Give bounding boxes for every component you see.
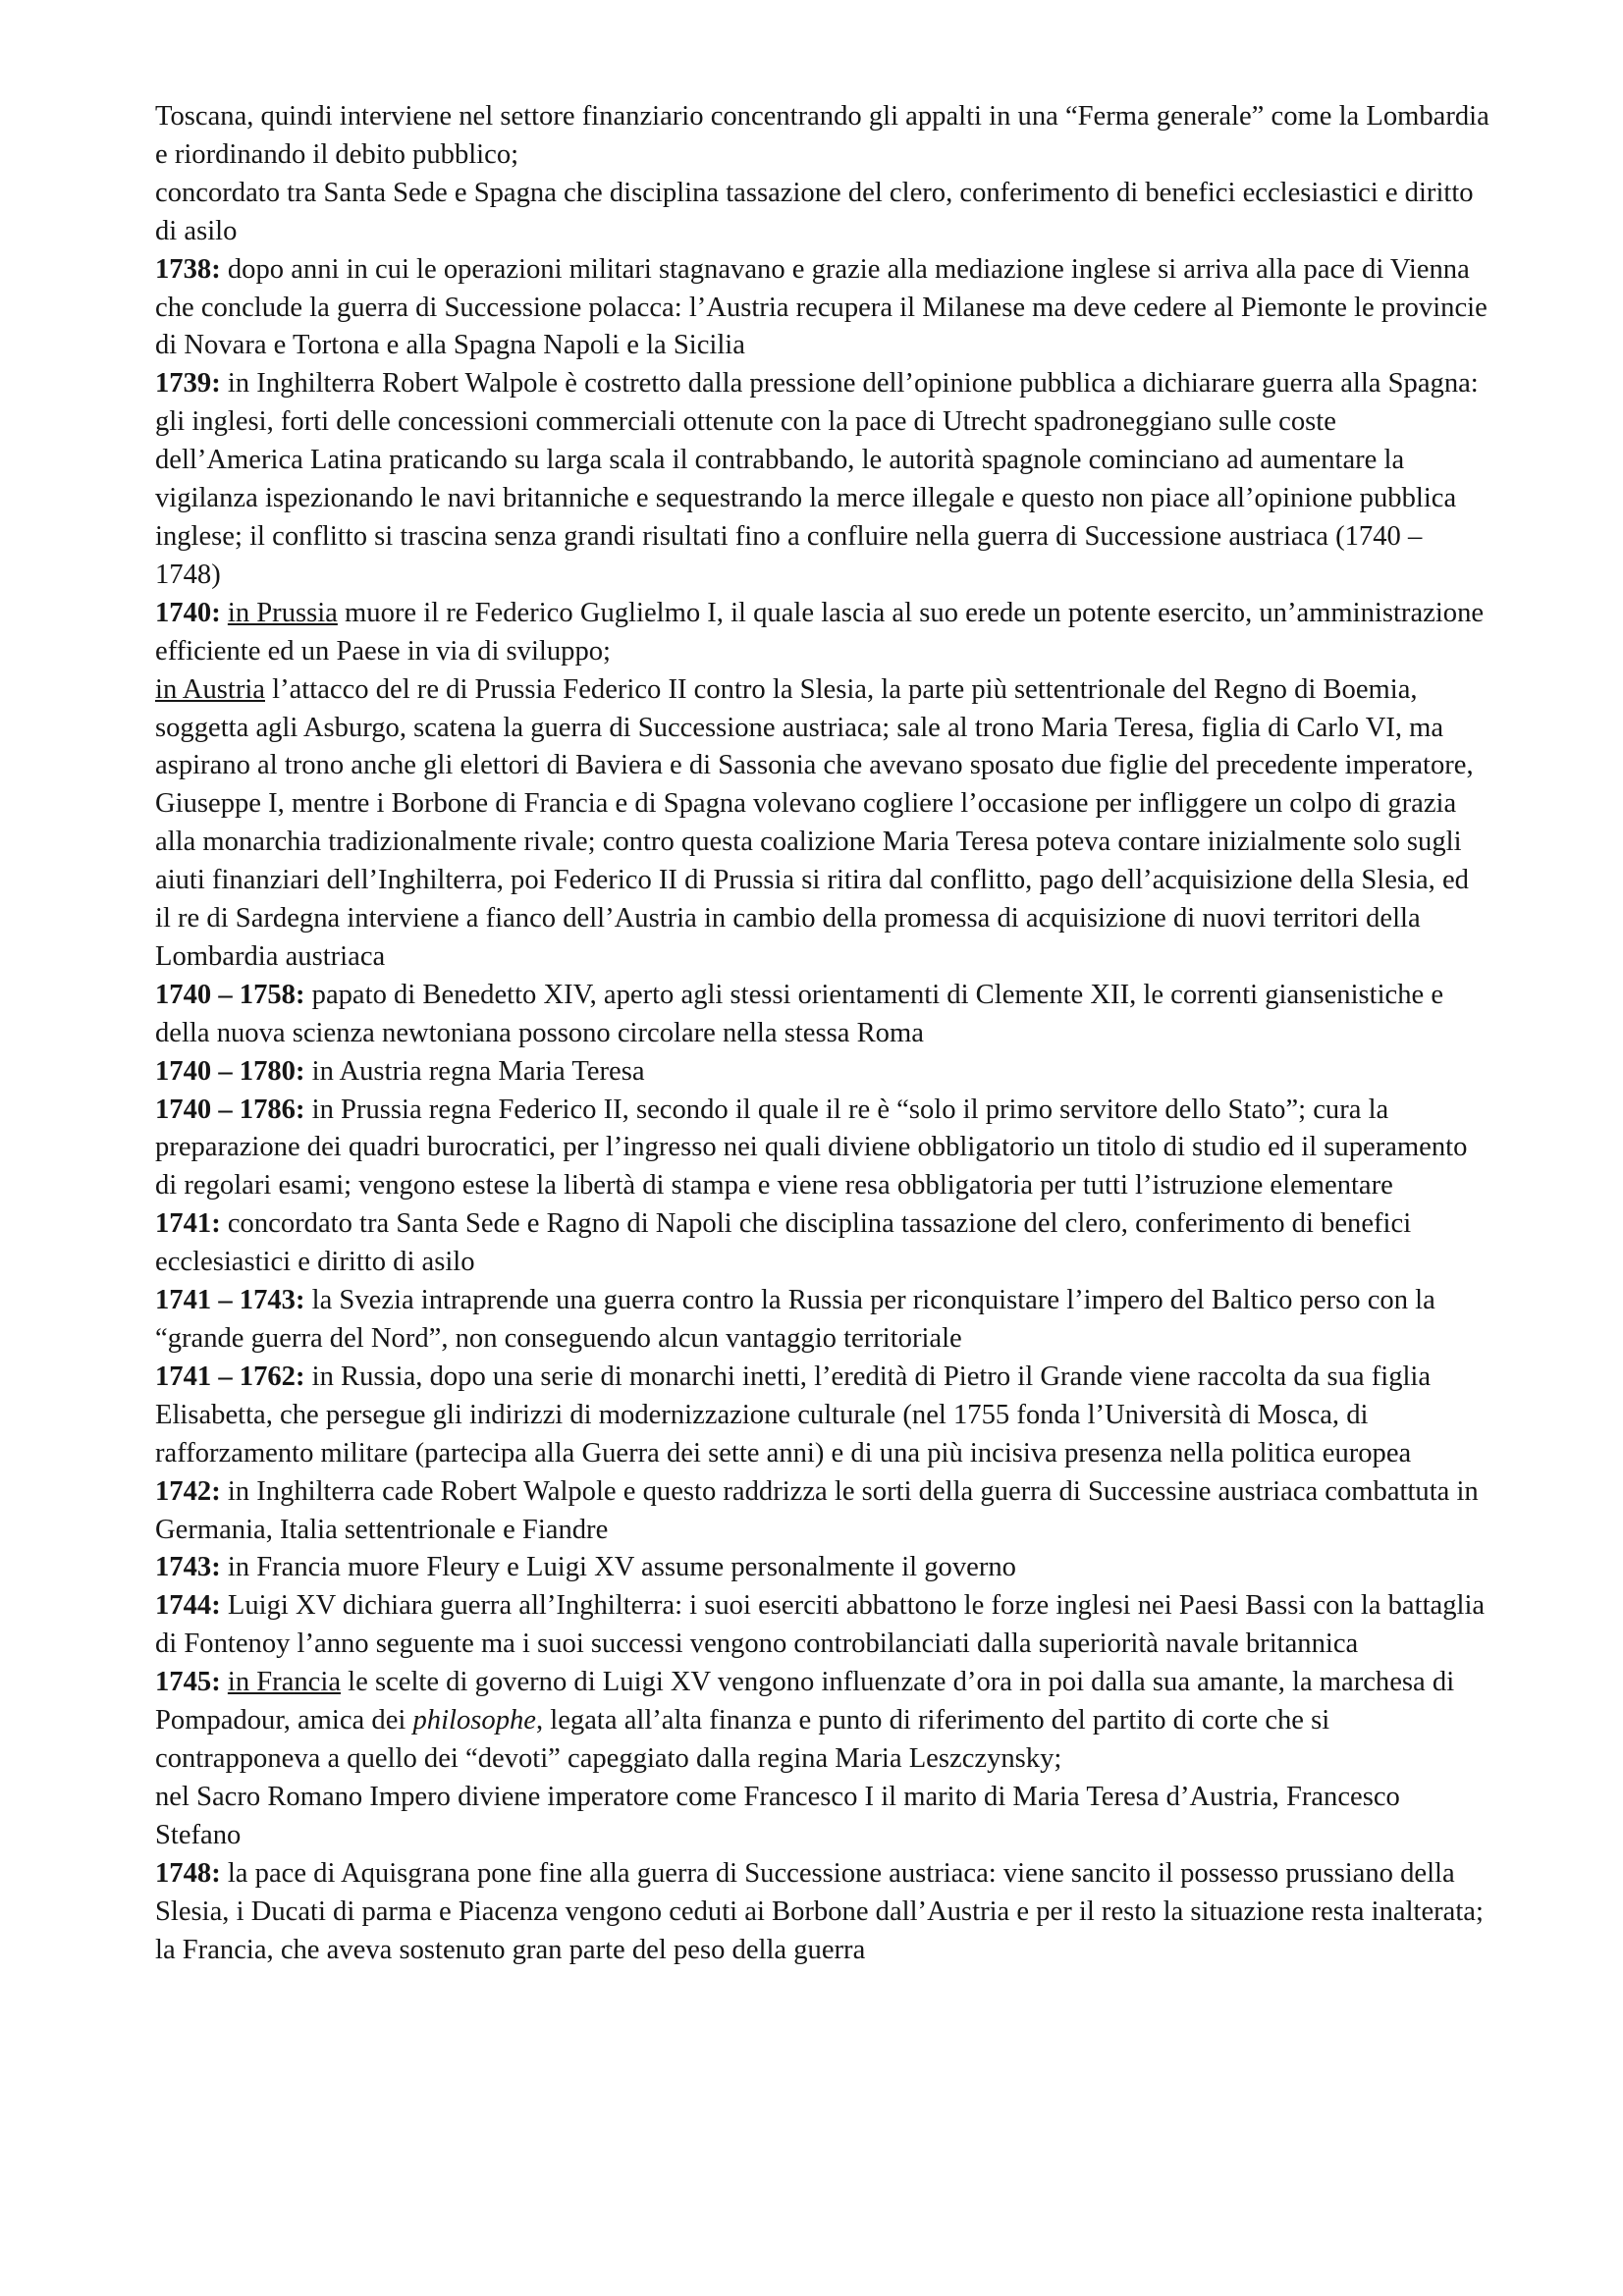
timeline-entry [155, 1092, 1490, 1206]
timeline-entry [155, 251, 1490, 366]
entry-text: in Austria regna Maria Teresa [304, 1055, 645, 1087]
entry-year: 1744: [155, 1590, 221, 1622]
entry-text: in Inghilterra Robert Walpole è costretto dalla pressione dell’opinione pubblica a dichiarare guerra alla Spagna: gli inglesi, forti delle concessioni commerciali ottenute con la pace di Utrecht spadroneggiano sulle coste dell’America Latina praticando su larga scala il contrabbando, le autorità spagnole cominciano ad aumentare la vigilanza ispezionando le navi britanniche e sequestrando la merce illegale e questo non piace all’opinione pubblica inglese; il conflitto si trascina senza grandi risultati fino a confluire nella guerra di Successione austriaca (1740 – 1748) [155, 368, 1479, 590]
timeline-entry [155, 1205, 1490, 1282]
entry-text: concordato tra Santa Sede e Spagna che disciplina tassazione del clero, conferimento di benefici ecclesiastici e diritto di asilo [155, 177, 1474, 246]
timeline-entry [155, 1855, 1490, 1970]
entry-text: in Francia muore Fleury e Luigi XV assume personalmente il governo [220, 1552, 1016, 1583]
entry-year: 1742: [155, 1475, 221, 1507]
underlined-place: in Prussia [227, 597, 338, 628]
entry-year: 1739: [155, 368, 221, 400]
entry-text: Luigi XV dichiara guerra all’Inghilterra: i suoi eserciti abbattono le forze inglesi nei Paesi Bassi con la battaglia di Fontenoy l’anno seguente ma i suoi successi vengono controbilanciati dalla superiorità navale britannica [155, 1590, 1486, 1660]
entry-text [221, 1667, 228, 1697]
entry-text: papato di Benedetto XIV, aperto agli stessi orientamenti di Clemente XII, le correnti giansenistiche e della nuova scienza newtoniana possono circolare nella stessa Roma [155, 979, 1444, 1048]
entry-year: 1743: [155, 1552, 221, 1583]
entry-year: 1740 – 1780: [155, 1055, 305, 1087]
timeline-entry [155, 1359, 1490, 1473]
entry-text: la Svezia intraprende una guerra contro la Russia per riconquistare l’impero del Baltico perso con la “grande guerra del Nord”, non conseguendo alcun vantaggio territoriale [155, 1285, 1435, 1354]
entry-text: dopo anni in cui le operazioni militari stagnavano e grazie alla mediazione inglese si arriva alla pace di Vienna che conclude la guerra di Successione polacca: l’Austria recupera il Milanese ma deve cedere al Piemonte le provincie di Novara e Tortona e alla Spagna Napoli e la Sicilia [155, 253, 1488, 361]
timeline-entry [155, 1549, 1490, 1587]
entry-text: in Prussia regna Federico II, secondo il quale il re è “solo il primo servitore dello Stato”; cura la preparazione dei quadri burocratici, per l’ingresso nei quali diviene obbligatorio un titolo di studio ed il superamento di regolari esami; vengono estese la libertà di stampa e viene resa obbligatoria per tutti l’istruzione elementare [155, 1094, 1468, 1201]
entry-text: le scelte di governo di Luigi XV vengono influenzate d’ora in poi dalla sua amante, la marchesa di Pompadour, amica dei [155, 1667, 1455, 1736]
timeline-entry [155, 365, 1490, 594]
entry-text: nel Sacro Romano Impero diviene imperatore come Francesco I il marito di Maria Teresa d’Austria, Francesco Stefano [155, 1781, 1400, 1850]
entry-text: concordato tra Santa Sede e Ragno di Napoli che disciplina tassazione del clero, conferimento di benefici ecclesiastici e diritto di asilo [155, 1208, 1412, 1278]
timeline-entry [155, 1282, 1490, 1359]
underlined-place: in Francia [227, 1667, 342, 1698]
entry-text: in Russia, dopo una serie di monarchi inetti, l’eredità di Pietro il Grande viene raccolta da sua figlia Elisabetta, che persegue gli indirizzi di modernizzazione culturale (nel 1755 fonda l’Università di Mosca, di rafforzamento militare (partecipa alla Guerra dei sette anni) e di una più incisiva presenza nella politica europea [155, 1361, 1432, 1468]
entry-year: 1741 – 1762: [155, 1361, 305, 1392]
entry-year: 1740 – 1786: [155, 1094, 305, 1125]
italic-term: philosophe [412, 1705, 536, 1736]
document-page [155, 98, 1490, 1969]
entry-year: 1740 – 1758: [155, 979, 305, 1010]
entry-year: 1738: [155, 253, 221, 285]
entry-text: , legata all’alta finanza e punto di riferimento del partito di corte che si contrapponeva a quello dei “devoti” capeggiato dalla regina Maria Leszczynsky; [155, 1705, 1330, 1774]
entry-text: muore il re Federico Guglielmo I, il quale lascia al suo erede un potente esercito, un’amministrazione efficiente ed un Paese in via di sviluppo; [155, 597, 1485, 667]
timeline-entry [155, 1664, 1490, 1779]
timeline-entry [155, 175, 1490, 251]
entry-year: 1740: [155, 597, 221, 628]
entry-text: l’attacco del re di Prussia Federico II contro la Slesia, la parte più settentrionale del Regno di Boemia, soggetta agli Asburgo, scatena la guerra di Successione austriaca; sale al trono Maria Teresa, figlia di Carlo VI, ma aspirano al trono anche gli elettori di Baviera e di Sassonia che avevano sposato due figlie del precedente imperatore, Giuseppe I, mentre i Borbone di Francia e di Spagna volevano cogliere l’occasione per infliggere un colpo di grazia alla monarchia tradizionalmente rivale; contro questa coalizione Maria Teresa poteva contare inizialmente solo sugli aiuti finanziari dell’Inghilterra, poi Federico II di Prussia si ritira dal conflitto, pago dell’acquisizione della Slesia, ed il re di Sardegna interviene a fianco dell’Austria in cambio della promessa di acquisizione di nuovi territori della Lombardia austriaca [155, 673, 1474, 972]
entry-year: 1748: [155, 1857, 221, 1889]
entry-year: 1741: [155, 1208, 221, 1240]
timeline-entry [155, 671, 1490, 977]
timeline-entry [155, 1053, 1490, 1092]
timeline-entry [155, 1473, 1490, 1550]
timeline-entry [155, 98, 1490, 175]
entry-text: la pace di Aquisgrana pone fine alla guerra di Successione austriaca: viene sancito il possesso prussiano della Slesia, i Ducati di parma e Piacenza vengono ceduti ai Borbone dall’Austria e per il resto la situazione resta inalterata; la Francia, che aveva sostenuto gran parte del peso della guerra [155, 1857, 1484, 1965]
entry-text: in Inghilterra cade Robert Walpole e questo raddrizza le sorti della guerra di Successine austriaca combattuta in Germania, Italia settentrionale e Fiandre [155, 1475, 1479, 1545]
timeline-entry [155, 1779, 1490, 1855]
timeline-entry [155, 977, 1490, 1053]
timeline-entry [155, 1587, 1490, 1664]
entry-year: 1741 – 1743: [155, 1285, 305, 1316]
underlined-place: in Austria [155, 673, 265, 705]
entry-text [221, 598, 228, 628]
timeline-entry [155, 595, 1490, 671]
entry-text: Toscana, quindi interviene nel settore finanziario concentrando gli appalti in una “Ferma generale” come la Lombardia e riordinando il debito pubblico; [155, 101, 1489, 170]
entry-year: 1745: [155, 1667, 221, 1698]
